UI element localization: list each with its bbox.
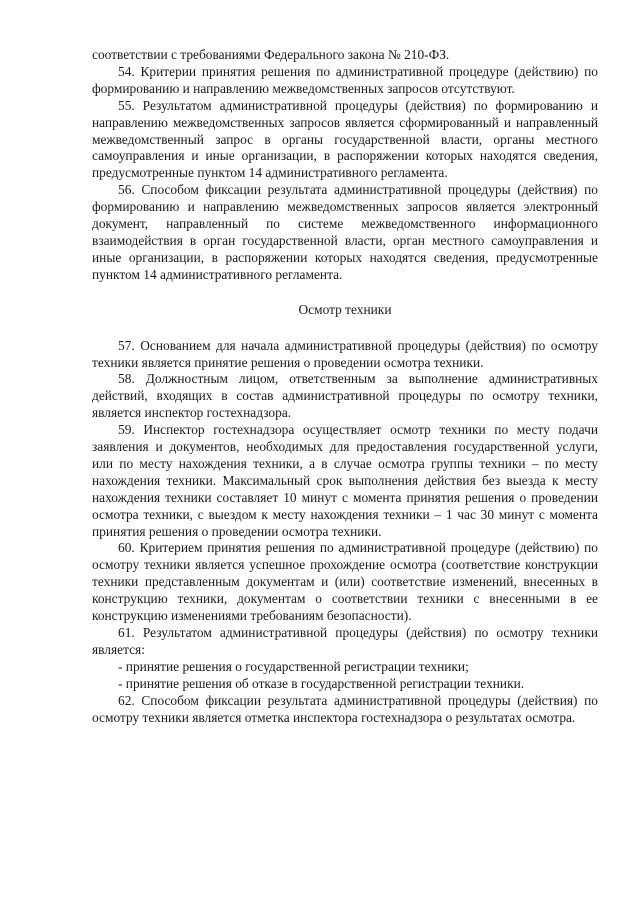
paragraph-continuation: соответствии с требованиями Федерального закона № 210-ФЗ. [92, 47, 450, 62]
paragraph-55: 55. Результатом административной процедуры (действия) по формированию и направлению межведомственных запросов является сформированный и направленный межведомственный запрос в органы государственной власти, органы местного самоуправления и иные организации, в распоряжении которых находятся сведения, предусмотренные пунктом 14 административного регламента. [92, 97, 598, 181]
document-page [92, 47, 598, 726]
list-item-registration: - принятие решения о государственной регистрации техники; [118, 658, 469, 674]
list-item-refusal: - принятие решения об отказе в государственной регистрации техники. [118, 675, 525, 691]
paragraph-59: 59. Инспектор гостехнадзора осуществляет осмотр техники по месту подачи заявления и документов, необходимых для предоставления государственной услуги, или по месту нахождения техники, а в случае осмотра группы техники – по месту нахождения техники. Максимальный срок выполнения действия без выезда к месту нахождения техники составляет 10 минут с момента принятия решения о проведении осмотра техники, с выездом к месту нахождения техники – 1 час 30 минут с момента принятия решения о проведении осмотра техники. [92, 422, 598, 539]
paragraph-62: 62. Способом фиксации результата административной процедуры (действия) по осмотру техники является отметка инспектора гостехнадзора о результатах осмотра. [92, 692, 598, 725]
section-heading: Осмотр техники [298, 301, 392, 317]
paragraph-54: 54. Критерии принятия решения по административной процедуре (действию) по формированию и направлению межведомственных запросов отсутствуют. [92, 63, 598, 96]
paragraph-58: 58. Должностным лицом, ответственным за выполнение административных действий, входящих в состав административной процедуры по осмотру техники, является инспектор гостехнадзора. [92, 371, 598, 421]
paragraph-57: 57. Основанием для начала административной процедуры (действия) по осмотру техники является принятие решения о проведении осмотра техники. [92, 337, 598, 370]
paragraph-61: 61. Результатом административной процедуры (действия) по осмотру техники является: [92, 625, 598, 657]
paragraph-56: 56. Способом фиксации результата административной процедуры (действия) по формированию и направлению межведомственных запросов является электронный документ, направленный по системе межведомственного информационного взаимодействия в орган государственной власти, орган местного самоуправления и иные организации, в распоряжении которых находятся сведения, предусмотренные пунктом 14 административного регламента. [92, 182, 598, 282]
paragraph-60: 60. Критерием принятия решения по административной процедуре (действию) по осмотру техники является успешное прохождение осмотра (соответствие конструкции техники представленным документам и (или) соответствие изменений, внесенных в конструкцию техники, документам о соответствии техники с внесенными в ее конструкцию изменениями требованиям безопасности). [92, 540, 598, 624]
